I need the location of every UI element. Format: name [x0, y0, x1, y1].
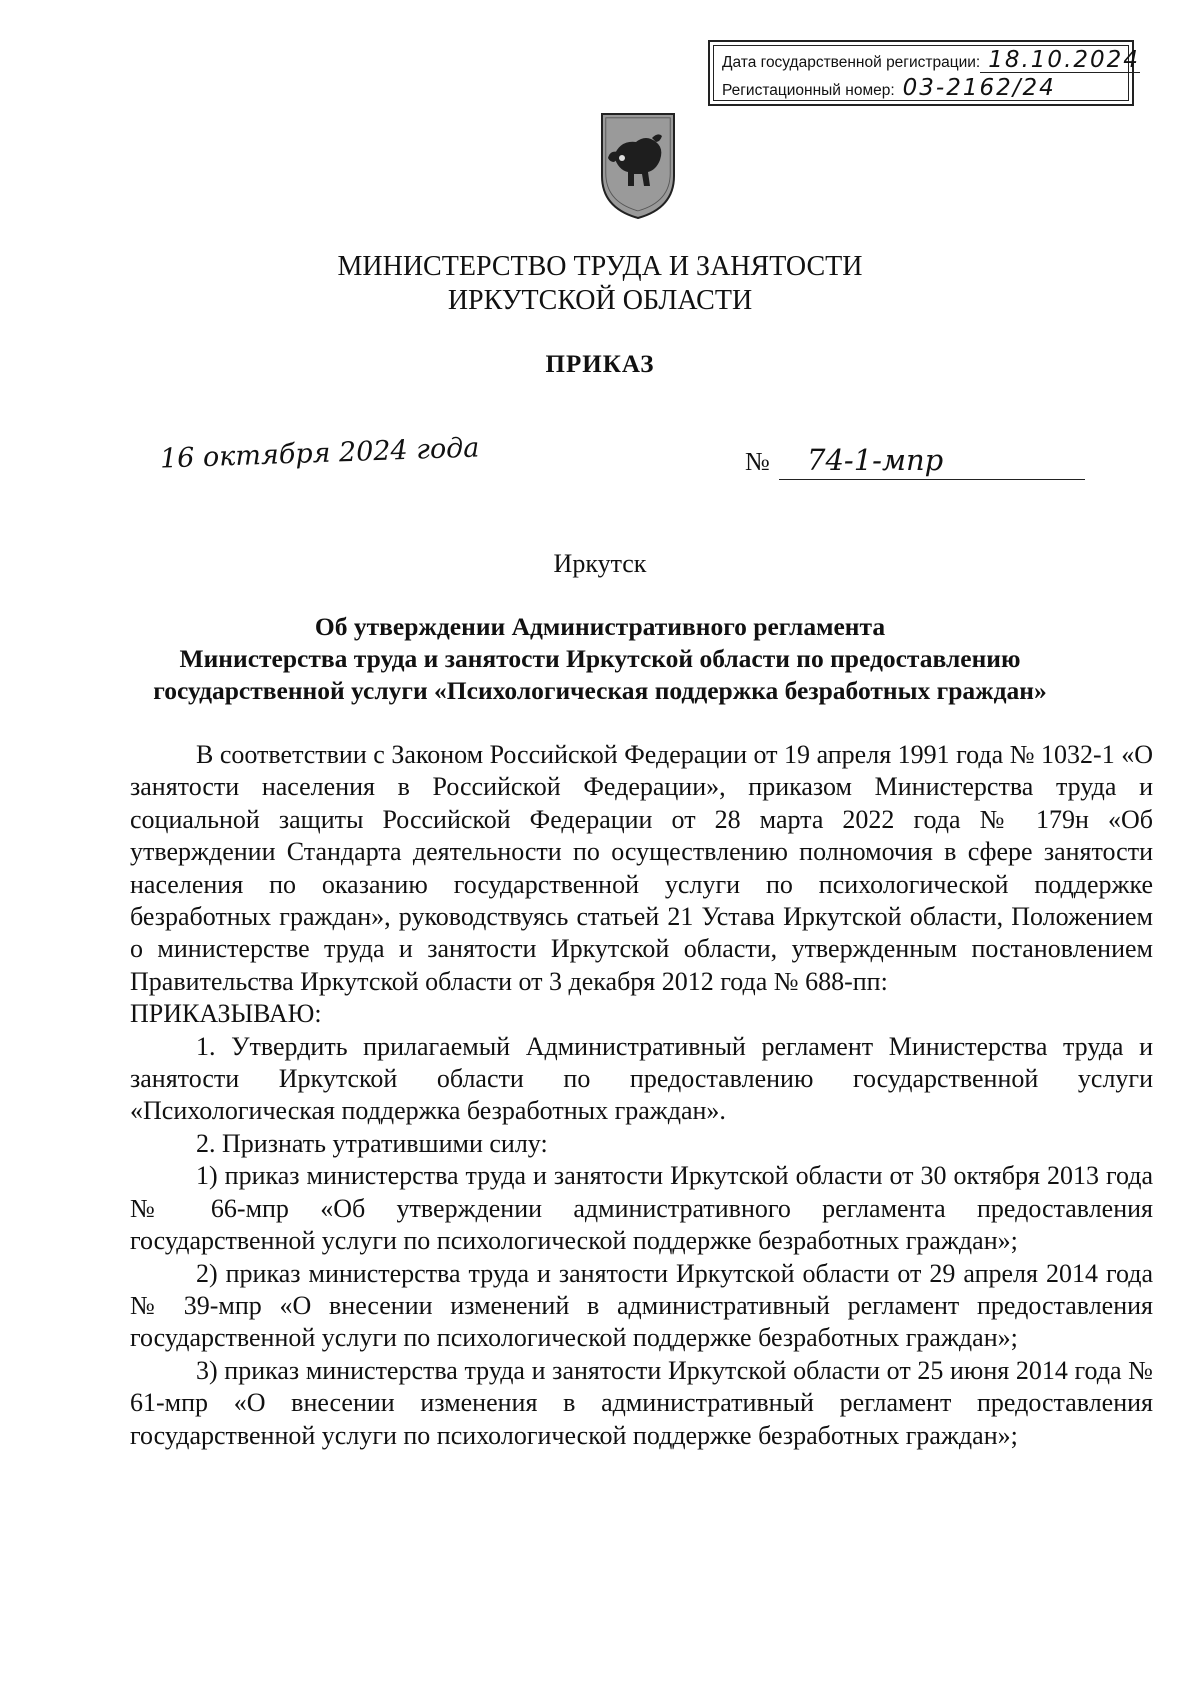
sub-item-1: 1) приказ министерства труда и занятости Иркутской области от 30 октября 2013 года № 66-мпр «Об утверждении административного регламента предоставления государственной услуги по психологической поддержке безработных граждан»; — [130, 1161, 1153, 1256]
order-word: ПРИКАЗЫВАЮ: — [130, 999, 322, 1029]
ministry-line-1: МИНИСТЕРСТВО ТРУДА И ЗАНЯТОСТИ — [337, 251, 863, 282]
registration-date-value: 18.10.2024 — [980, 48, 1140, 73]
number-underline — [779, 479, 1085, 480]
handwritten-number: 74-1-мпр — [807, 443, 944, 477]
registration-date-label: Дата государственной регистрации: — [722, 54, 981, 71]
document-title — [100, 611, 1100, 707]
document-title-line-1: Об утверждении Административного регламента — [314, 612, 886, 641]
registration-date-row — [722, 47, 1140, 76]
registration-number-row — [722, 76, 1120, 104]
registration-number-value: 03-2162/24 — [895, 76, 1120, 101]
handwritten-date: 16 октября 2024 года — [159, 432, 480, 475]
coat-of-arms-icon — [600, 112, 676, 220]
document-title-line-3: государственной услуги «Психологическая поддержка безработных граждан» — [153, 676, 1047, 705]
city: Иркутск — [553, 549, 647, 578]
sub-item-2: 2) приказ министерства труда и занятости Иркутской области от 29 апреля 2014 года № 39-мпр «О внесении изменений в административный регламент предоставления государственной услуги по психологической поддержке безработных граждан»; — [130, 1258, 1153, 1353]
sub-item-3: 3) приказ министерства труда и занятости Иркутской области от 25 июня 2014 года № 61-мпр «О внесении изменения в административный регламент предоставления государственной услуги по психологической поддержке безработных граждан»; — [130, 1355, 1153, 1450]
ministry-line-2: ИРКУТСКОЙ ОБЛАСТИ — [447, 285, 753, 316]
document-title-line-2: Министерства труда и занятости Иркутской области по предоставлению — [179, 644, 1021, 673]
number-sign: № — [745, 447, 770, 476]
registration-stamp — [708, 40, 1140, 106]
preamble-paragraph: В соответствии с Законом Российской Федерации от 19 апреля 1991 года № 1032-1 «О занятости населения в Российской Федерации», приказом Министерства труда и социальной защиты Российской Федерации от 28 марта 2022 года № 179н «Об утверждении Стандарта деятельности по осуществлению полномочия в сфере занятости населения по оказанию государственной услуги по психологической поддержке безработных граждан», руководствуясь статьей 21 Устава Иркутской области, Положением о министерстве труда и занятости Иркутской области, утвержденным постановлением Правительства Иркутской области от 3 декабря 2012 года № 688-пп: — [130, 740, 1153, 996]
document-body — [130, 739, 1153, 1452]
order-title: ПРИКАЗ — [545, 351, 655, 378]
registration-number-label: Регистационный номер: — [722, 82, 895, 99]
order-number — [745, 443, 1085, 481]
item-2: 2. Признать утратившими силу: — [196, 1128, 548, 1158]
ministry-name — [0, 250, 1200, 318]
item-1: 1. Утвердить прилагаемый Административный регламент Министерства труда и занятости Иркутской области по предоставлению государственной услуги «Психологическая поддержка безработных граждан». — [130, 1031, 1153, 1126]
